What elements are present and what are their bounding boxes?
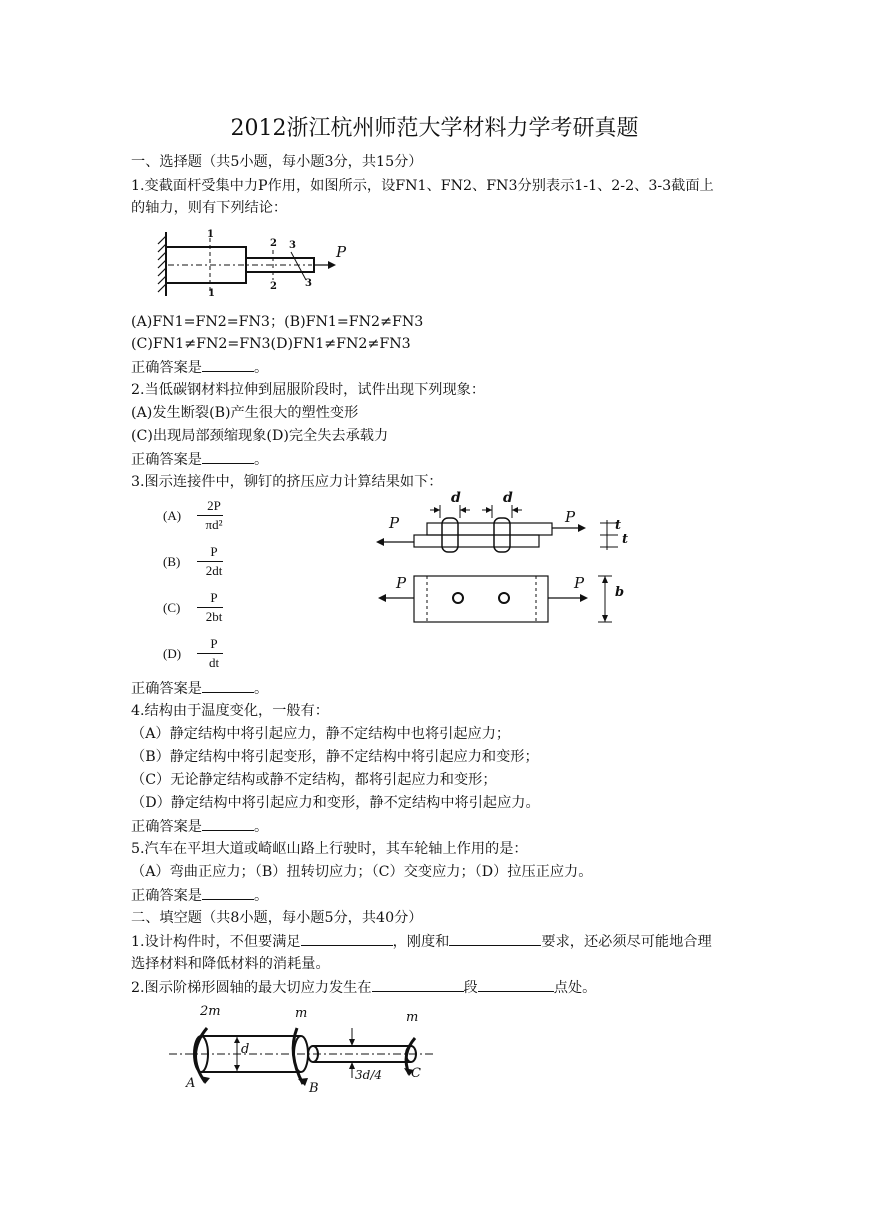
q3-option-a-denominator: πd² [205, 517, 223, 532]
fill-q2-label-a: A [186, 1076, 196, 1091]
fill-q2-line [131, 977, 596, 998]
q4-answer-end: 。 [253, 819, 269, 835]
q4-answer-line [131, 816, 268, 837]
q3-option-a-numerator: 2P [207, 498, 221, 513]
q1-label-2top: 2 [270, 238, 277, 249]
q3-label-p-top-right: P [565, 508, 576, 526]
q3-option-d-denominator: dt [208, 655, 220, 670]
q5-answer-label: 正确答案是 [131, 888, 202, 904]
q3-label-p-top-left: P [389, 514, 400, 532]
q1-answer-line [131, 357, 268, 378]
fraction-bar [197, 607, 223, 608]
q3-option-c [163, 590, 233, 630]
fill-q2-blank1[interactable] [372, 977, 464, 992]
q1-label-2bottom: 2 [270, 281, 277, 292]
q2-text: 2.当低碳钢材料拉伸到屈服阶段时，试件出现下列现象： [131, 382, 486, 398]
q3-option-b-label: (B) [163, 554, 181, 569]
fill-q2-label-3d4: 3d/4 [355, 1068, 382, 1082]
q3-option-d [163, 636, 233, 676]
fraction-bar [197, 561, 223, 562]
q3-option-a [163, 498, 233, 538]
q4-option-a: （A）静定结构中将引起应力，静不定结构中也将引起应力； [131, 726, 511, 742]
q2-answer-label: 正确答案是 [131, 452, 202, 468]
q3-answer-blank[interactable] [202, 678, 254, 693]
q2-answer-end: 。 [253, 452, 269, 468]
q3-option-d-numerator: P [210, 636, 218, 651]
fill-q2-blank2[interactable] [478, 977, 554, 992]
fill-q2-label-d: d [241, 1042, 250, 1057]
q5-answer-blank[interactable] [202, 885, 254, 900]
q1-label-3top: 3 [289, 240, 296, 251]
fill-q2-label-m-c: m [406, 1010, 419, 1025]
q1-label-1top: 1 [207, 229, 214, 240]
fill-q2-part-c: 点处。 [553, 980, 597, 996]
q3-text: 3.图示连接件中，铆钉的挤压应力计算结果如下： [131, 474, 443, 490]
q1-answer-end: 。 [253, 360, 269, 376]
q1-text-line2: 的轴力，则有下列结论： [131, 200, 288, 216]
fill-q1-blank2[interactable] [449, 931, 541, 946]
fraction-bar [197, 515, 223, 516]
q2-answer-blank[interactable] [202, 449, 254, 464]
section2-heading: 二、填空题（共8小题，每小题5分，共40分） [131, 910, 423, 926]
q5-options: （A）弯曲正应力；（B）扭转切应力；（C）交变应力；（D）拉压正应力。 [131, 864, 593, 880]
q3-label-d2: d [503, 490, 513, 506]
section1-heading: 一、选择题（共5小题，每小题3分，共15分） [131, 154, 423, 170]
fill-q1-part-a: 1.设计构件时，不但要满足 [131, 934, 301, 950]
q1-label-1bottom: 1 [208, 288, 215, 299]
q3-option-b [163, 544, 233, 584]
q1-label-force: P [336, 243, 347, 261]
q3-option-b-denominator: 2dt [205, 563, 223, 578]
q5-answer-line [131, 885, 268, 906]
q2-answer-line [131, 449, 268, 470]
q2-options-line2: (C)出现局部颈缩现象(D)完全失去承载力 [131, 428, 389, 444]
q2-options-line1: (A)发生断裂(B)产生很大的塑性变形 [131, 405, 359, 421]
fill-q2-label-2m: 2m [200, 1004, 221, 1019]
q5-text: 5.汽车在平坦大道或崎岖山路上行驶时，其车轮轴上作用的是： [131, 841, 528, 857]
fill-q2-label-m-b: m [295, 1006, 308, 1021]
q1-options-line1: (A)FN1=FN2=FN3；(B)FN1=FN2≠FN3 [131, 314, 424, 330]
q1-label-3bottom: 3 [305, 278, 312, 289]
q1-answer-label: 正确答案是 [131, 360, 202, 376]
q3-label-t1: t [615, 518, 622, 533]
fill-q1-line1 [131, 931, 712, 952]
fill-q2-part-a: 2.图示阶梯形圆轴的最大切应力发生在 [131, 980, 372, 996]
q3-answer-end: 。 [253, 681, 269, 697]
fill-q2-part-b: 段 [463, 980, 478, 996]
q3-label-b: b [615, 585, 625, 600]
q1-text-line1: 1.变截面杆受集中力P作用，如图所示，设FN1、FN2、FN3分别表示1-1、2-2、3-3截面上 [131, 178, 714, 194]
fill-q2-label-b: B [309, 1081, 319, 1096]
fill-q2-label-c: C [411, 1066, 421, 1081]
fill-q1-blank1[interactable] [301, 931, 393, 946]
q3-option-c-denominator: 2bt [205, 609, 223, 624]
fill-q1-part-b: ，刚度和 [392, 934, 450, 950]
page-title: 2012浙江杭州师范大学材料力学考研真题 [230, 116, 639, 141]
q1-bar-figure [150, 226, 365, 302]
q3-option-b-numerator: P [210, 544, 218, 559]
q3-option-a-label: (A) [163, 508, 182, 523]
fraction-bar [197, 653, 223, 654]
q3-label-p-bottom-left: P [396, 574, 407, 592]
q1-options-line2: (C)FN1≠FN2=FN3(D)FN1≠FN2≠FN3 [131, 336, 411, 352]
q3-answer-line [131, 678, 268, 699]
q3-rivet-figure [372, 490, 647, 625]
q4-text: 4.结构由于温度变化，一般有： [131, 703, 329, 719]
fill-q1-part-c: 要求，还必须尽可能地合理 [541, 934, 712, 950]
fill-q1-line2: 选择材料和降低材料的消耗量。 [131, 956, 330, 972]
q1-answer-blank[interactable] [202, 357, 254, 372]
q3-option-c-numerator: P [210, 590, 218, 605]
q4-option-b: （B）静定结构中将引起变形，静不定结构中将引起应力和变形； [131, 749, 539, 765]
q3-answer-label: 正确答案是 [131, 681, 202, 697]
q4-option-d: （D）静定结构中将引起应力和变形，静不定结构中将引起应力。 [131, 795, 540, 811]
q3-label-d1: d [451, 490, 461, 506]
q4-option-c: （C）无论静定结构或静不定结构，都将引起应力和变形； [131, 772, 497, 788]
q5-answer-end: 。 [253, 888, 269, 904]
q3-option-c-label: (C) [163, 600, 181, 615]
q4-answer-blank[interactable] [202, 816, 254, 831]
q3-label-t2: t [622, 532, 629, 547]
q3-option-d-label: (D) [163, 646, 182, 661]
q3-label-p-bottom-right: P [574, 574, 585, 592]
q4-answer-label: 正确答案是 [131, 819, 202, 835]
